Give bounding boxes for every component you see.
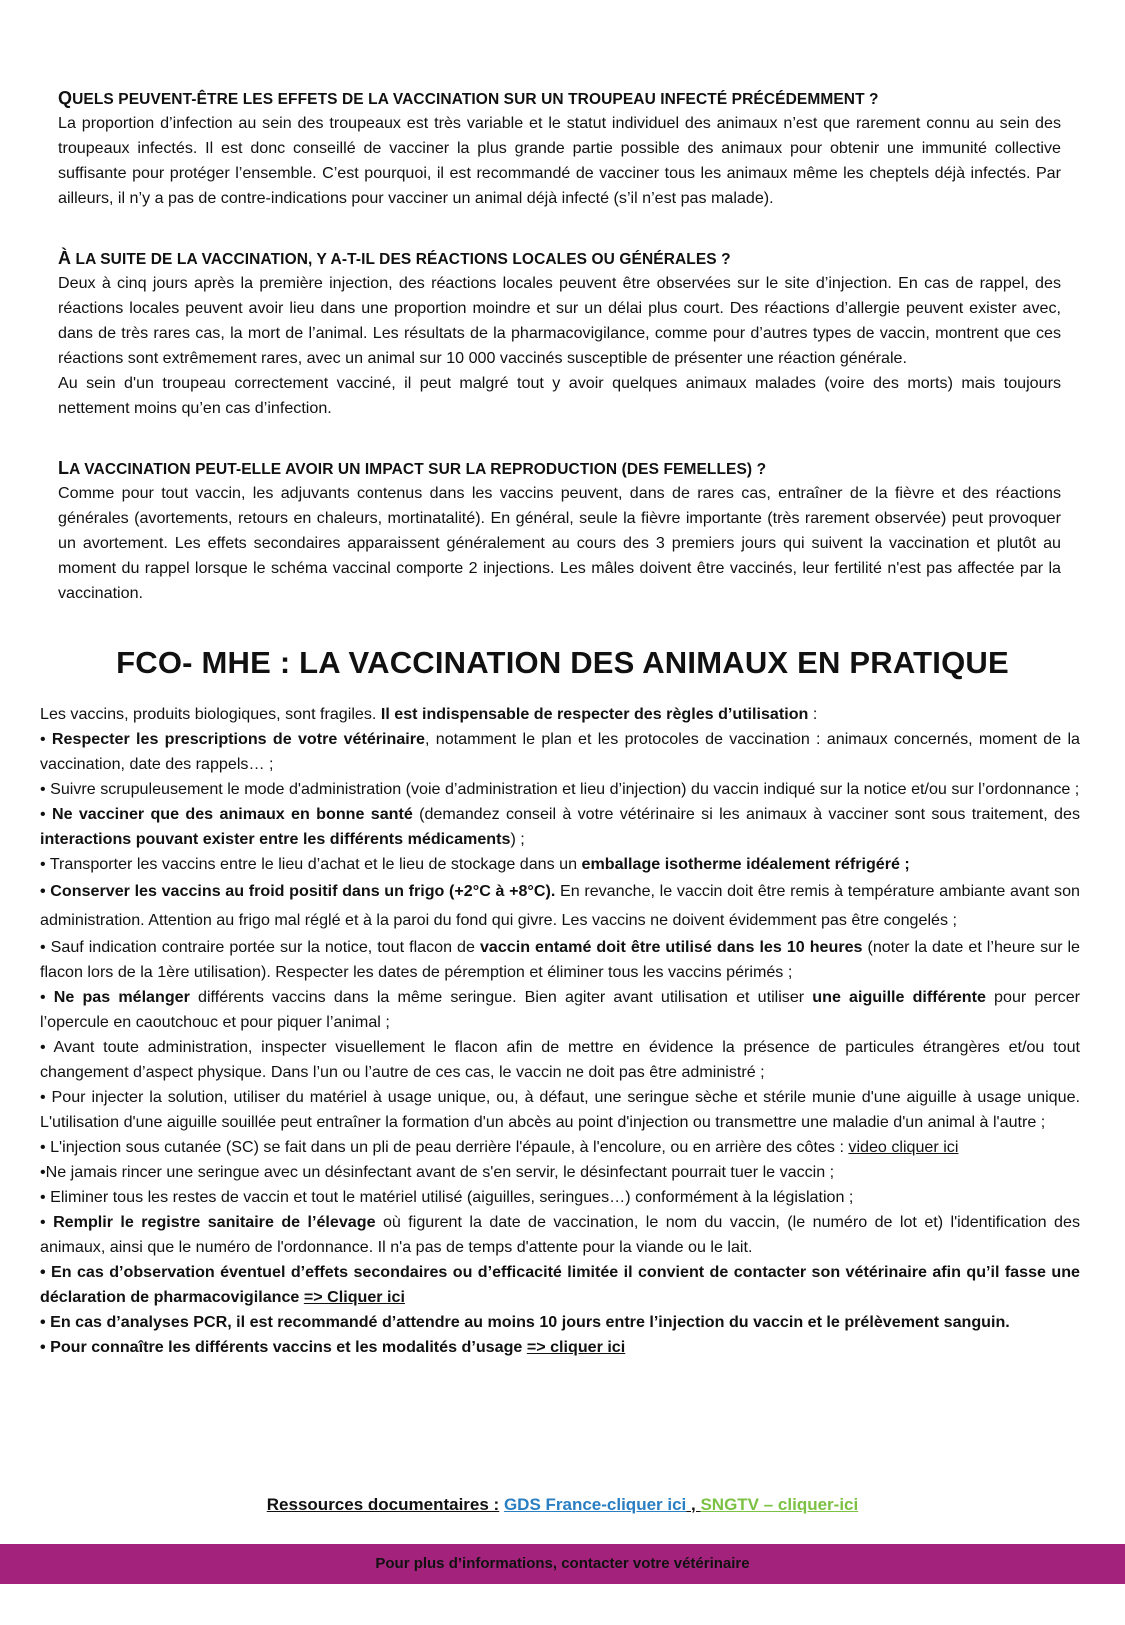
footer-text: Pour plus d’informations, contacter votre vétérinaire [375, 1555, 750, 1572]
faq-answer: La proportion d’infection au sein des troupeaux est très variable et le statut individuel des animaux n’est que rarement connu au sein des troupeaux infectés. Il est donc conseillé de vacciner la plus grande partie possible des animaux pour obtenir une immunité collective suffisante pour protéger l’ensemble. C’est pourquoi, il est recommandé de vacciner tous les animaux même les cheptels déjà infectés. Par ailleurs, il n’y a pas de contre-indications pour vacciner un animal déjà infecté (s’il n’est pas malade). [58, 114, 1061, 207]
faq-question: LA VACCINATION PEUT-ELLE AVOIR UN IMPACT SUR LA REPRODUCTION (DES FEMELLES) ? [58, 458, 767, 478]
list-item: • En cas d’observation éventuel d’effets secondaires ou d’efficacité limitée il convient de contacter son vétérinaire afin qu’il fasse une déclaration de pharmacovigilance => Cliquer ici [40, 1263, 1080, 1306]
practice-intro: Les vaccins, produits biologiques, sont fragiles. Il est indispensable de respecter des règles d’utilisation : [40, 705, 818, 723]
resources-line [0, 1495, 1125, 1515]
video-link[interactable]: video cliquer ici [848, 1138, 959, 1156]
list-item: • Pour connaître les différents vaccins et les modalités d’usage => cliquer ici [40, 1338, 626, 1356]
list-item: • Pour injecter la solution, utiliser du matériel à usage unique, ou, à défaut, une seringue sèche et stérile munie d'une aiguille à usage unique. L'utilisation d'une aiguille souillée peut entraîner la formation d'un abcès au point d'injection ou transmettre une maladie d'un animal à l'autre ; [40, 1088, 1080, 1131]
pharmacovigilance-link[interactable]: => Cliquer ici [303, 1288, 405, 1306]
faq-question: À LA SUITE DE LA VACCINATION, Y A-T-IL DES RÉACTIONS LOCALES OU GÉNÉRALES ? [58, 248, 731, 268]
list-item: • Ne vacciner que des animaux en bonne santé (demandez conseil à votre vétérinaire si les animaux à vacciner sont sous traitement, des interactions pouvant exister entre les différents médicaments) ; [40, 805, 1080, 848]
faq-section-reactions [58, 248, 1061, 421]
faq-question: QUELS PEUVENT-ÊTRE LES EFFETS DE LA VACCINATION SUR UN TROUPEAU INFECTÉ PRÉCÉDEMMENT ? [58, 88, 879, 108]
list-item: • Respecter les prescriptions de votre vétérinaire, notamment le plan et les protocoles de vaccination : animaux concernés, moment de la vaccination, date des rappels… ; [40, 730, 1081, 773]
faq-section-reproduction [58, 458, 1061, 606]
faq-answer: Comme pour tout vaccin, les adjuvants contenus dans les vaccins peuvent, dans de rares cas, entraîner de la fièvre et des réactions générales (avortements, retours en chaleurs, mortinatalité). En général, seule la fièvre importante (très rarement observée) peut provoquer un avortement. Les effets secondaires apparaissent généralement au cours des 3 premiers jours qui suivent la vaccination et plutôt au moment du rappel lorsque le schéma vaccinal comporte 2 injections. Les mâles doivent être vaccinés, leur fertilité n'est pas affectée par la vaccination. [58, 484, 1061, 602]
sngtv-link[interactable]: SNGTV – cliquer-ici [700, 1495, 859, 1514]
list-item: • L'injection sous cutanée (SC) se fait dans un pli de peau derrière l'épaule, à l'encolure, ou en arrière des côtes : video cliquer ici [40, 1138, 959, 1156]
faq-answer: Deux à cinq jours après la première injection, des réactions locales peuvent être observées sur le site d’injection. En cas de rappel, des réactions locales peuvent avoir lieu dans une proportion moindre et sur un délai plus court. Des réactions d’allergie peuvent exister avec, dans de très rares cas, la mort de l’animal. Les résultats de la pharmacovigilance, comme pour d’autres types de vaccin, montrent que ces réactions sont extrêmement rares, avec un animal sur 10 000 vaccinés susceptible de présenter une réaction générale. [58, 274, 1061, 367]
list-item: • Eliminer tous les restes de vaccin et tout le matériel utilisé (aiguilles, seringues…) conformément à la législation ; [40, 1188, 854, 1206]
vaccination-practice-list [40, 702, 1080, 1360]
faq-answer-continued: Au sein d'un troupeau correctement vacciné, il peut malgré tout y avoir quelques animaux malades (voire des morts) mais toujours nettement moins qu’en cas d’infection. [58, 374, 1061, 417]
vaccines-info-link[interactable]: => cliquer ici [526, 1338, 626, 1356]
list-item: • Transporter les vaccins entre le lieu d’achat et le lieu de stockage dans un emballage isotherme idéalement réfrigéré ; [40, 855, 910, 873]
resources-separator: , [686, 1495, 701, 1514]
faq-section-infected-herd [58, 88, 1061, 211]
list-item: • Ne pas mélanger différents vaccins dans la même seringue. Bien agiter avant utilisation et utiliser une aiguille différente pour percer l’opercule en caoutchouc et pour piquer l’animal ; [40, 988, 1080, 1031]
resources-label: Ressources documentaires : [266, 1495, 500, 1514]
list-item: • Remplir le registre sanitaire de l’élevage où figurent la date de vaccination, le nom du vaccin, (le numéro de lot et) l'identification des animaux, ainsi que le numéro de l'ordonnance. Il n'a pas de temps d'attente pour la viande ou le lait. [40, 1213, 1081, 1256]
list-item: •Ne jamais rincer une seringue avec un désinfectant avant de s'en servir, le désinfectant pourrait tuer le vaccin ; [40, 1163, 835, 1181]
section-headline: FCO- MHE : LA VACCINATION DES ANIMAUX EN PRATIQUE [116, 645, 1009, 680]
list-item: • Suivre scrupuleusement le mode d'administration (voie d’administration et lieu d’injection) du vaccin indiqué sur la notice et/ou sur l’ordonnance ; [40, 780, 1080, 798]
list-item: • Avant toute administration, inspecter visuellement le flacon afin de mettre en évidence la présence de particules étrangères et/ou tout changement d’aspect physique. Dans l’un ou l’autre de ces cas, le vaccin ne doit pas être administré ; [40, 1038, 1080, 1081]
gds-france-link[interactable]: GDS France-cliquer ici [503, 1495, 687, 1514]
list-item: • En cas d’analyses PCR, il est recommandé d’attendre au moins 10 jours entre l’injection du vaccin et le prélèvement sanguin. [40, 1313, 1010, 1331]
list-item: • Conserver les vaccins au froid positif dans un frigo (+2°C à +8°C). En revanche, le vaccin doit être remis à température ambiante avant son administration. Attention au frigo mal réglé et à la paroi du fond qui givre. Les vaccins ne doivent évidemment pas être congelés ; [40, 882, 1080, 929]
list-item: • Sauf indication contraire portée sur la notice, tout flacon de vaccin entamé doit être utilisé dans les 10 heures (noter la date et l’heure sur le flacon lors de la 1ère utilisation). Respecter les dates de péremption et éliminer tous les vaccins périmés ; [40, 938, 1080, 981]
